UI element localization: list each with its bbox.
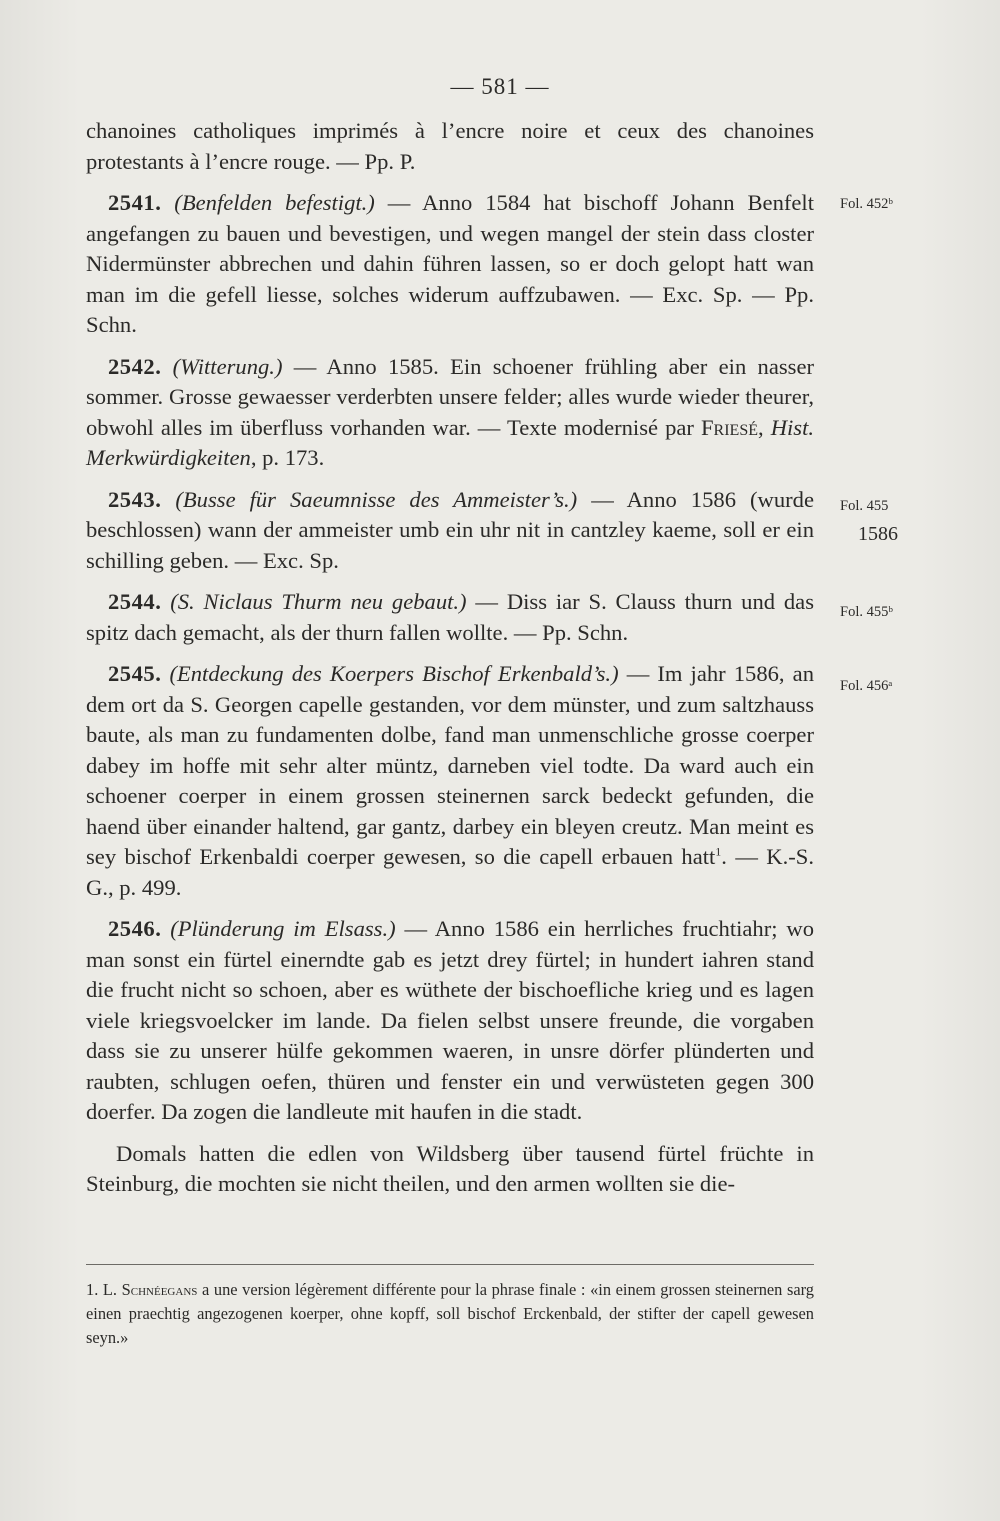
- entry-number: 2545.: [108, 661, 162, 686]
- entry-title: (S. Niclaus Thurm neu gebaut.): [170, 589, 467, 614]
- entry-number: 2544.: [108, 589, 162, 614]
- intro-paragraph: chanoines catholiques imprimés à l’encre noire et ceux des chanoines protestants à l’encre rouge. — Pp. P.: [86, 118, 814, 174]
- entry-text: — Anno 1585. Ein schoener frühling aber ein nasser sommer. Grosse gewaesser verderbten unsere felder; alles wurde wieder theurer, obwohl alles im überfluss vorhanden war. — Texte modernisé par: [86, 353, 815, 440]
- entry-text: — Im jahr 1586, an dem ort da S. Georgen capelle gestanden, vor dem münster, und zum saltzhauss baute, als man zu fundamenten dolbe, fand man unmenschliche grosse coerper dabey im hoffe mit sehr alter müntz, darneben viel todte. Da ward auch ein schoener coerper in einem grossen steinernen sarck bedeckt gefunden, die haend über einander haltend, gar gantz, darbey ein bleyen creutz. Man meint es sey bischof Erkenbaldi coerper gewesen, so die capell erbauen hatt: [86, 661, 814, 869]
- entry-author: Friesé: [700, 414, 758, 440]
- footnote-text: a une version légèrement différente pour la phrase finale : «in einem grossen steinernen sarg einen praechtig angezogenen koerper, ohne kopff, soll bischof Erckenbald, der stifter der capell gewesen seyn.»: [86, 1280, 814, 1347]
- entry-2544: [86, 587, 814, 648]
- entry-title: (Entdeckung des Koerpers Bischof Erkenbald’s.): [169, 661, 619, 686]
- entry-title: (Busse für Saeumnisse des Ammeister’s.): [175, 486, 578, 512]
- margin-note-2543-year: 1586: [858, 523, 898, 545]
- entry-title: (Benfelden befestigt.): [174, 190, 375, 215]
- entry-title: (Plünderung im Elsass.): [170, 916, 396, 941]
- entry-number: 2546.: [108, 916, 162, 941]
- entry-number: 2541.: [108, 190, 162, 215]
- entry-2542: 2542. (Witterung.) — Anno 1585. Ein schoener frühling aber ein nasser sommer. Grosse gewaesser verderbten unsere felder; alles wurde wieder theurer, obwohl alles im überfluss vorhanden war. — Texte modernisé par Friesé, Hist. Merkwürdigkeiten, p. 173.: [86, 353, 815, 470]
- margin-note-2545: Fol. 456ᵃ: [840, 678, 893, 694]
- footnote-divider: [86, 1264, 814, 1265]
- footnote-mark: 1.: [86, 1280, 99, 1299]
- main-text: [86, 116, 814, 1200]
- entry-2543: [86, 485, 814, 577]
- entry-text: — Diss iar S. Clauss thurn und das spitz dach gemacht, als der thurn fallen wollte. — Pp. Schn.: [86, 589, 814, 645]
- footnote: [86, 1278, 814, 1350]
- entry-work: Hist. Merkwürdigkeiten: [86, 414, 815, 470]
- entry-text: — Anno 1584 hat bischoff Johann Benfelt angefangen zu bauen und bevestigen, und wegen mangel der stein dass closter Nidermünster abbrechen und dahin führen lassen, so er doch gelopt hatt wan man im die gefell liesse, solches widerum auffzubawen. — Exc. Sp. — Pp. Schn.: [86, 190, 814, 337]
- entry-tail: . — K.-S. G., p. 499.: [86, 844, 814, 900]
- entry-text: — Anno 1586 ein herrliches fruchtiahr; wo man sonst ein fürtel einerndte gab es jetzt drey fürtel; in hundert iahren stand die frucht nicht so schoen, aber es wüthete der bischoefliche krieg und es lagen viele kriegsvoelcker im lande. Da fielen selbst unsere freunde, die vorgaben dass sie zu unserer hülfe gekommen waeren, in unsre dörfer plünderten und raubten, schlugen oefen, thüren und fenster ein und verwüsteten gegen 300 doerfer. Da zogen die landleute mit haufen in die stadt.: [86, 916, 814, 1124]
- footnote-reference[interactable]: 1: [715, 844, 722, 859]
- entry-title: (Witterung.): [172, 353, 283, 379]
- margin-note-2541: Fol. 452ᵇ: [840, 196, 893, 212]
- continuation-paragraph: Domals hatten die edlen von Wildsberg über tausend fürtel früchte in Steinburg, die mochten sie nicht theilen, und den armen wollten sie die-: [86, 1140, 814, 1196]
- entry-number: 2542.: [108, 353, 162, 379]
- page-number: — 581 —: [450, 74, 550, 99]
- margin-note-2544: Fol. 455ᵇ: [840, 604, 893, 620]
- entry-tail: , p. 173.: [250, 445, 325, 470]
- entry-text: — Anno 1586 (wurde beschlossen) wann der ammeister umb ein uhr nit in cantzley kaeme, soll er ein schilling geben. — Exc. Sp.: [86, 486, 814, 573]
- entry-2545: [86, 659, 814, 903]
- entry-2541: [86, 188, 814, 341]
- entry-2546: [86, 914, 814, 1128]
- footnote-author: Schnéegans: [121, 1280, 198, 1299]
- entry-number: 2543.: [108, 486, 162, 512]
- margin-note-2543: Fol. 455: [840, 498, 889, 514]
- footnote-author-initial: L.: [102, 1280, 122, 1299]
